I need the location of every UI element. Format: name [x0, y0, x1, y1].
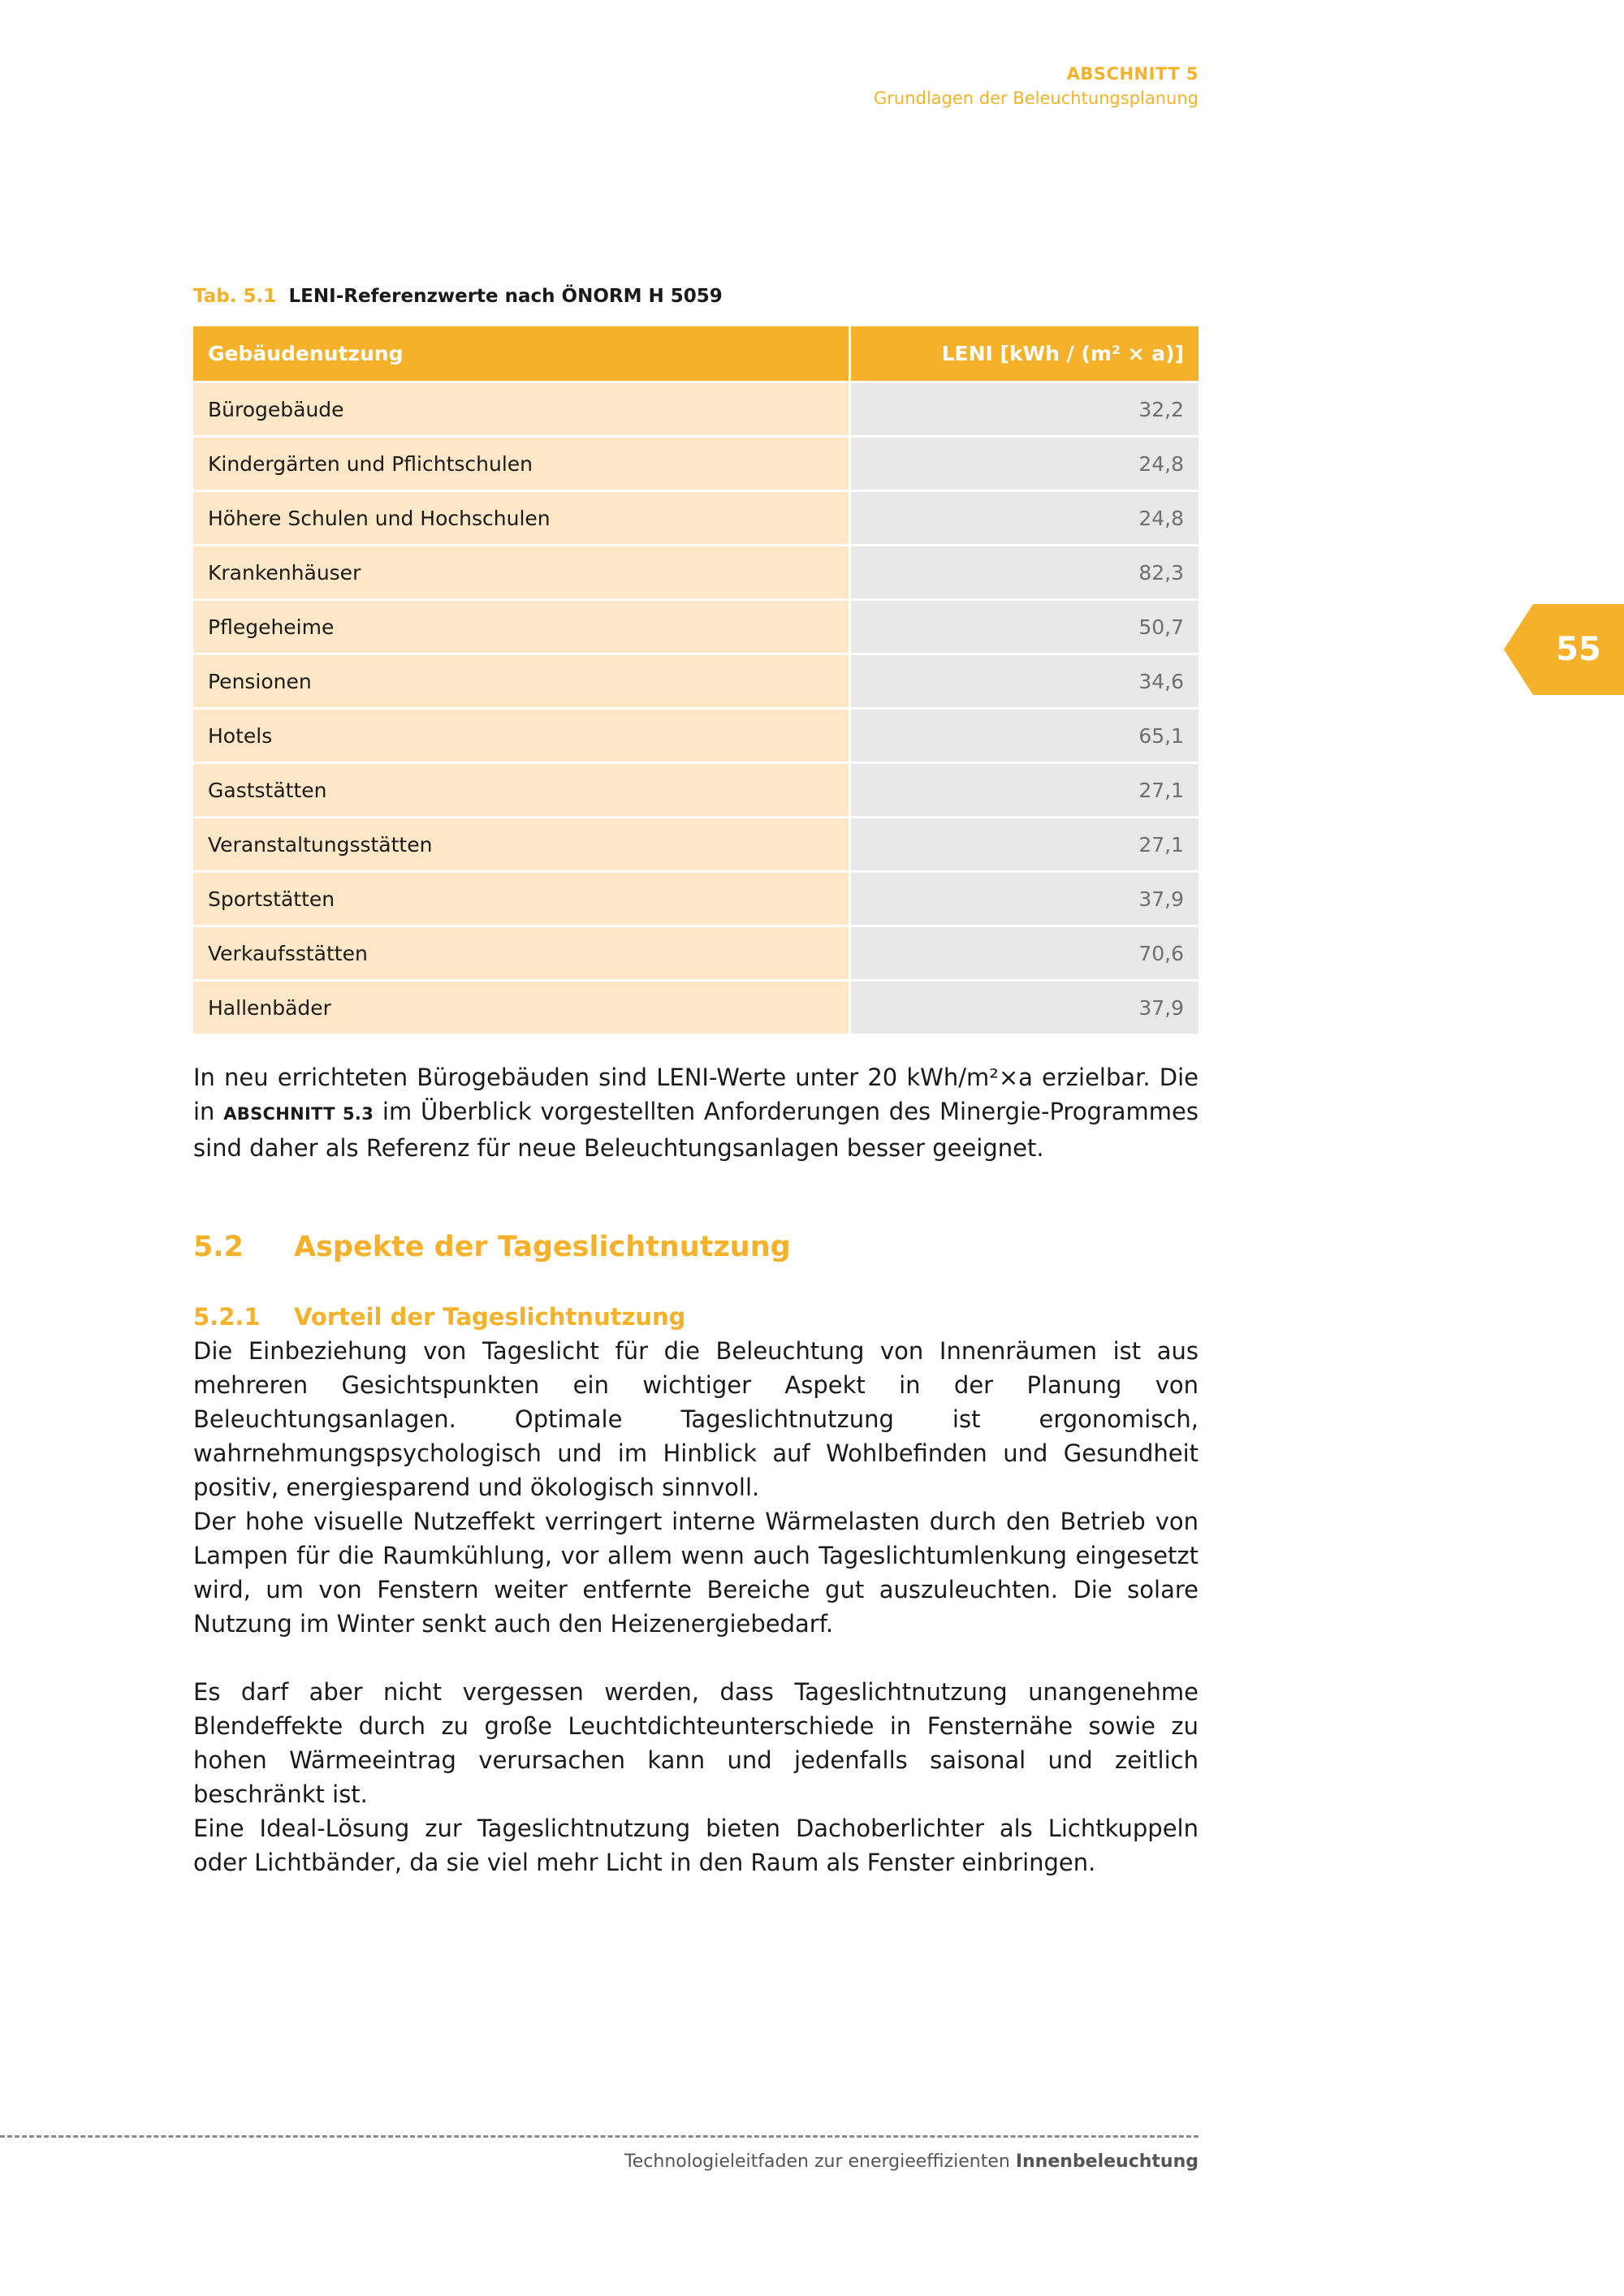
table-row: [193, 381, 1199, 435]
footer-bold: Innenbeleuchtung: [1015, 2151, 1199, 2172]
cell-use: Krankenhäuser: [193, 544, 851, 598]
cell-leni: 24,8: [851, 490, 1199, 544]
table-header-row: [193, 326, 1199, 381]
section-number: 5.2: [193, 1231, 244, 1263]
cell-leni: 37,9: [851, 870, 1199, 925]
cell-use: Hallenbäder: [193, 979, 851, 1034]
body-paragraph: Eine Ideal-Lösung zur Tageslichtnutzung bieten Dachoberlichter als Lichtkuppeln oder Lichtbänder, da sie viel mehr Licht in den Raum als Fenster einbringen.: [193, 1815, 1199, 1876]
column-header-use: Gebäudenutzung: [193, 326, 851, 381]
running-header: [874, 62, 1199, 110]
table-row: [193, 544, 1199, 598]
table-row: [193, 707, 1199, 762]
section-reference: ABSCHNITT 5.3: [223, 1104, 374, 1124]
subsection-number: 5.2.1: [193, 1303, 261, 1331]
cell-use: Höhere Schulen und Hochschulen: [193, 490, 851, 544]
leni-table: [193, 326, 1199, 1034]
column-header-leni: LENI [kWh / (m² × a)]: [851, 326, 1199, 381]
page-number: 55: [1556, 631, 1601, 668]
table-row: [193, 762, 1199, 816]
intro-paragraph: [193, 1060, 1199, 1165]
table-row: [193, 979, 1199, 1034]
cell-use: Verkaufsstätten: [193, 925, 851, 979]
body-paragraph: Der hohe visuelle Nutzeffekt verringert interne Wärmelasten durch den Betrieb von Lampen für die Raumkühlung, vor allem wenn auch Tageslichtumlenkung eingesetzt wird, um von Fenstern weiter entfernte Bereiche gut auszuleuchten. Die solare Nutzung im Winter senkt auch den Heizenergiebedarf.: [193, 1508, 1199, 1638]
table-row: [193, 435, 1199, 490]
cell-leni: 65,1: [851, 707, 1199, 762]
cell-leni: 27,1: [851, 762, 1199, 816]
footer-text: Technologieleitfaden zur energieeffizienten: [624, 2151, 1016, 2172]
page-number-tab: [1504, 604, 1624, 695]
cell-leni: 82,3: [851, 544, 1199, 598]
cell-leni: 50,7: [851, 598, 1199, 653]
table-row: [193, 925, 1199, 979]
cell-use: Pflegeheime: [193, 598, 851, 653]
cell-use: Gaststätten: [193, 762, 851, 816]
table-row: [193, 816, 1199, 870]
subsection-title: Vorteil der Tageslichtnutzung: [294, 1303, 686, 1331]
cell-leni: 70,6: [851, 925, 1199, 979]
cell-use: Pensionen: [193, 653, 851, 707]
intro-text-b: im Überblick vorgestellten Anforderungen des Minergie-Programmes sind daher als Referenz für neue Beleuchtungsanlagen besser geeignet.: [193, 1098, 1199, 1162]
footer: [624, 2150, 1199, 2174]
cell-use: Bürogebäude: [193, 381, 851, 435]
cell-leni: 34,6: [851, 653, 1199, 707]
table-caption: [193, 283, 1199, 310]
table-row: [193, 598, 1199, 653]
header-section: ABSCHNITT 5: [1066, 64, 1199, 84]
cell-use: Kindergärten und Pflichtschulen: [193, 435, 851, 490]
body-paragraph: Die Einbeziehung von Tageslicht für die Beleuchtung von Innenräumen ist aus mehreren Gesichtspunkten ein wichtiger Aspekt in der Planung von Beleuchtungsanlagen. Optimale Tageslichtnutzung ist ergonomisch, wahrnehmungspsychologisch und im Hinblick auf Wohlbefinden und Gesundheit positiv, energiesparend und ökologisch sinnvoll.: [193, 1337, 1199, 1501]
cell-use: Sportstätten: [193, 870, 851, 925]
footer-divider: [0, 2135, 1199, 2138]
subsection-heading: [193, 1300, 1199, 1334]
cell-use: Hotels: [193, 707, 851, 762]
table-row: [193, 653, 1199, 707]
table-title: LENI-Referenzwerte nach ÖNORM H 5059: [288, 286, 723, 307]
table-label: Tab. 5.1: [193, 286, 277, 307]
section-title: Aspekte der Tageslichtnutzung: [294, 1231, 791, 1263]
cell-leni: 32,2: [851, 381, 1199, 435]
cell-use: Veranstaltungsstätten: [193, 816, 851, 870]
table-row: [193, 870, 1199, 925]
section-heading: [193, 1229, 1199, 1265]
table-row: [193, 490, 1199, 544]
cell-leni: 37,9: [851, 979, 1199, 1034]
cell-leni: 27,1: [851, 816, 1199, 870]
body-paragraph: Es darf aber nicht vergessen werden, dass Tageslichtnutzung unangenehme Blendeffekte durch zu große Leuchtdichteunterschiede in Fensternähe sowie zu hohen Wärmeeintrag verursachen kann und jedenfalls saisonal und zeitlich beschränkt ist.: [193, 1678, 1199, 1808]
cell-leni: 24,8: [851, 435, 1199, 490]
intro-text-a: In neu errichteten Bürogebäuden sind LENI-Werte unter 20 kWh/m²×a erzielbar. Die in: [193, 1064, 1199, 1125]
header-subtitle: Grundlagen der Beleuchtungsplanung: [873, 88, 1199, 108]
